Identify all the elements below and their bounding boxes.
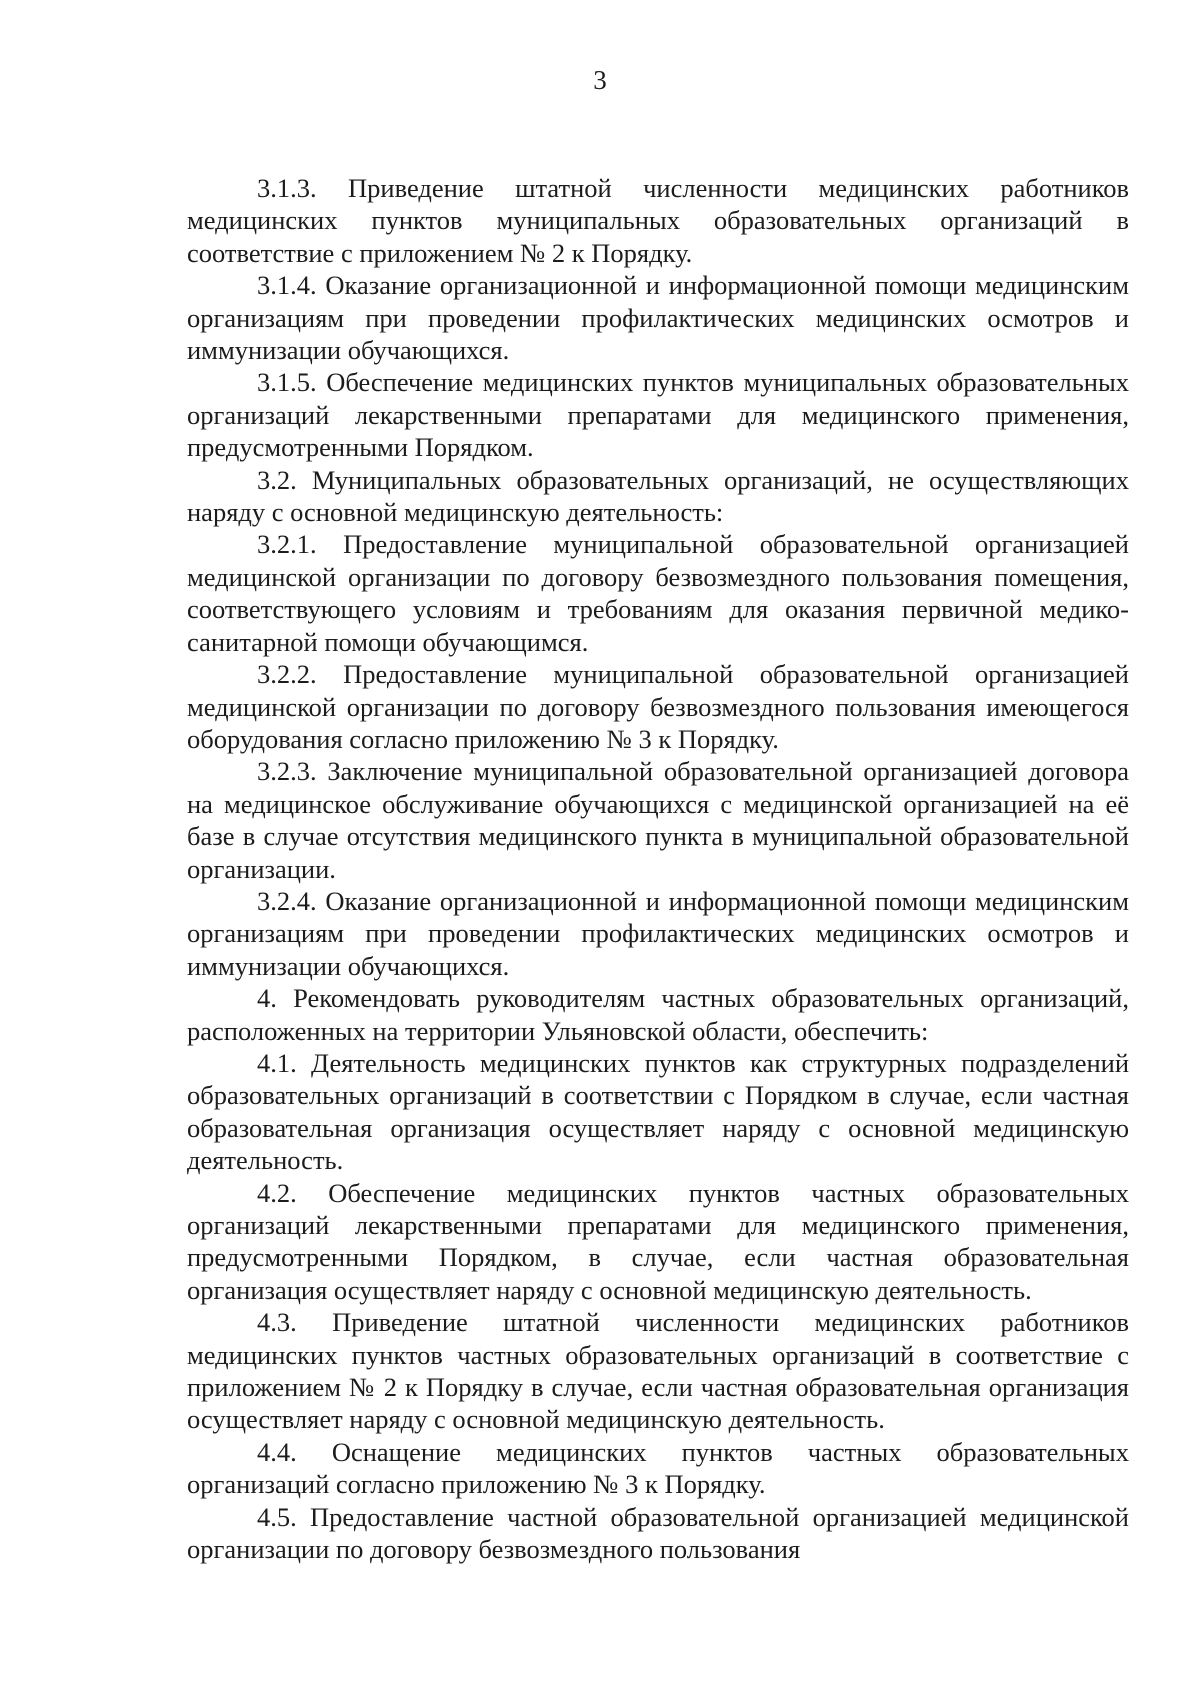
paragraph-3-1-4: 3.1.4. Оказание организационной и информационной помощи медицинским организациям при проведении профилактических медицинских осмотров и иммунизации обучающихся.	[187, 270, 1129, 366]
document-body	[187, 172, 1129, 1565]
paragraph-4-5: 4.5. Предоставление частной образовательной организацией медицинской организации по договору безвозмездного пользования	[187, 1501, 1129, 1565]
paragraph-3-2-1: 3.2.1. Предоставление муниципальной образовательной организацией медицинской организации по договору безвозмездного пользования помещения, соответствующего условиям и требованиям для оказания первичной медико-санитарной помощи обучающимся.	[187, 529, 1129, 657]
paragraph-4-1: 4.1. Деятельность медицинских пунктов как структурных подразделений образовательных организаций в соответствии с Порядком в случае, если частная образовательная организация осуществляет наряду с основной медицинскую деятельность.	[187, 1047, 1129, 1176]
paragraph-3-2-4: 3.2.4. Оказание организационной и информационной помощи медицинским организациям при проведении профилактических медицинских осмотров и иммунизации обучающихся.	[187, 885, 1129, 981]
paragraph-4-2: 4.2. Обеспечение медицинских пунктов частных образовательных организаций лекарственными препаратами для медицинского применения, предусмотренными Порядком, в случае, если частная образовательная организация осуществляет наряду с основной медицинскую деятельность.	[187, 1177, 1129, 1305]
paragraph-4-3: 4.3. Приведение штатной численности медицинских работников медицинских пунктов частных образовательных организаций в соответствие с приложением № 2 к Порядку в случае, если частная образовательная организация осуществляет наряду с основной медицинскую деятельность.	[187, 1307, 1129, 1435]
paragraph-3-2-3: 3.2.3. Заключение муниципальной образовательной организацией договора на медицинское обслуживание обучающихся с медицинской организацией на её базе в случае отсутствия медицинского пункта в муниципальной образовательной организации.	[187, 756, 1129, 884]
paragraph-4-4: 4.4. Оснащение медицинских пунктов частных образовательных организаций согласно приложению № 3 к Порядку.	[187, 1436, 1129, 1500]
paragraph-4: 4. Рекомендовать руководителям частных образовательных организаций, расположенных на территории Ульяновской области, обеспечить:	[187, 983, 1129, 1046]
page-number: 3	[593, 65, 607, 95]
paragraph-3-1-3: 3.1.3. Приведение штатной численности медицинских работников медицинских пунктов муниципальных образовательных организаций в соответствие с приложением № 2 к Порядку.	[187, 173, 1129, 268]
paragraph-3-1-5: 3.1.5. Обеспечение медицинских пунктов муниципальных образовательных организаций лекарственными препаратами для медицинского применения, предусмотренными Порядком.	[187, 367, 1129, 463]
paragraph-3-2: 3.2. Муниципальных образовательных организаций, не осуществляющих наряду с основной медицинскую деятельность:	[187, 464, 1129, 528]
paragraph-3-2-2: 3.2.2. Предоставление муниципальной образовательной организацией медицинской организации по договору безвозмездного пользования имеющегося оборудования согласно приложению № 3 к Порядку.	[187, 659, 1129, 754]
